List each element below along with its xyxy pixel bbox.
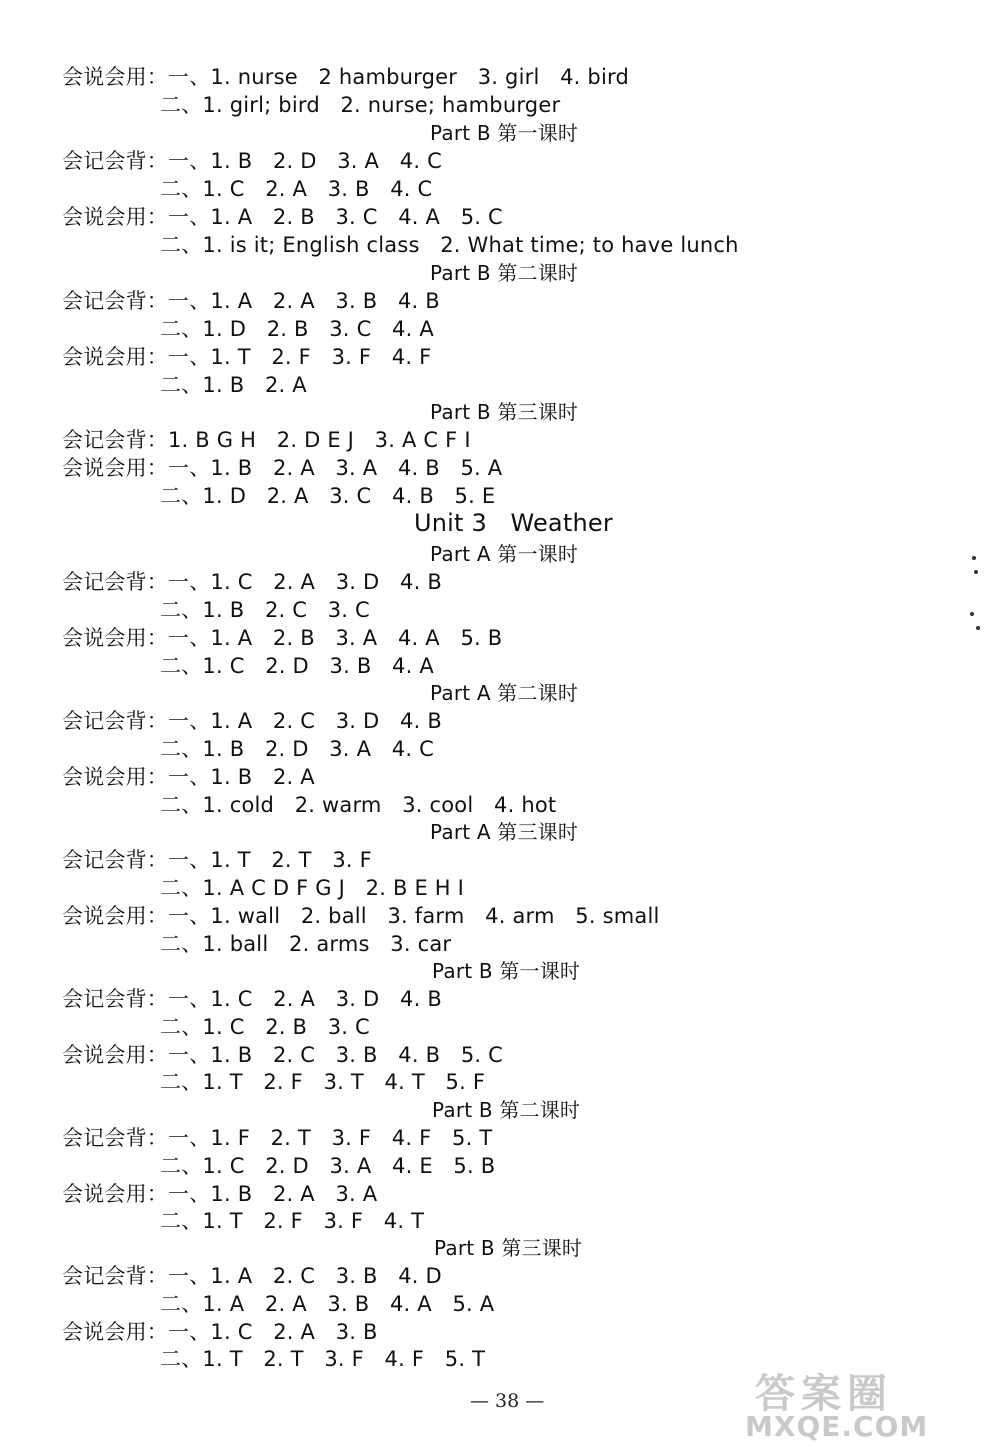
answer-line: 二、1. cold 2. warm 3. cool 4. hot xyxy=(160,793,557,817)
section-heading: Part B 第三课时 xyxy=(430,400,579,424)
answer-line: 会记会背：1. B G H 2. D E J 3. A C F I xyxy=(62,428,471,452)
section-heading: Part A 第一课时 xyxy=(430,542,579,566)
section-heading: Part B 第二课时 xyxy=(432,1098,581,1122)
answer-line: 二、1. is it; English class 2. What time; to have lunch xyxy=(160,233,739,257)
answer-line: 会说会用：一、1. B 2. A xyxy=(62,765,315,789)
answer-line: 会说会用：一、1. A 2. B 3. A 4. A 5. B xyxy=(62,626,503,650)
answer-line: 会记会背：一、1. B 2. D 3. A 4. C xyxy=(62,149,442,173)
scan-speck xyxy=(976,626,980,630)
answer-line: 二、1. D 2. B 3. C 4. A xyxy=(160,317,434,341)
answer-line: 二、1. D 2. A 3. C 4. B 5. E xyxy=(160,484,496,508)
section-heading: Part B 第二课时 xyxy=(430,261,579,285)
answer-line: 二、1. T 2. F 3. F 4. T xyxy=(160,1209,425,1233)
section-heading: Part B 第一课时 xyxy=(432,959,581,983)
answer-line: 二、1. C 2. A 3. B 4. C xyxy=(160,177,433,201)
scan-speck xyxy=(970,612,974,616)
watermark-url: MXQE.COM xyxy=(745,1410,929,1443)
answer-line: 会记会背：一、1. C 2. A 3. D 4. B xyxy=(62,570,442,594)
watermark-text: 答案圈 xyxy=(755,1371,893,1417)
section-heading: Part A 第二课时 xyxy=(430,681,579,705)
answer-line: 会说会用：一、1. nurse 2 hamburger 3. girl 4. bird xyxy=(62,65,629,89)
answer-line: 会记会背：一、1. C 2. A 3. D 4. B xyxy=(62,987,442,1011)
answer-line: 二、1. T 2. T 3. F 4. F 5. T xyxy=(160,1347,486,1371)
section-heading: Part A 第三课时 xyxy=(430,820,579,844)
answer-line: 二、1. B 2. D 3. A 4. C xyxy=(160,737,434,761)
answer-line: 会记会背：一、1. A 2. C 3. D 4. B xyxy=(62,709,442,733)
answer-line: 会记会背：一、1. T 2. T 3. F xyxy=(62,848,372,872)
answer-line: 二、1. C 2. D 3. A 4. E 5. B xyxy=(160,1154,496,1178)
answer-line: 会记会背：一、1. A 2. C 3. B 4. D xyxy=(62,1264,442,1288)
answer-line: 二、1. B 2. C 3. C xyxy=(160,598,370,622)
watermark-logo xyxy=(745,1362,995,1448)
answer-line: 会记会背：一、1. F 2. T 3. F 4. F 5. T xyxy=(62,1126,493,1150)
answer-line: 会说会用：一、1. B 2. A 3. A 4. B 5. A xyxy=(62,456,503,480)
answer-line: 二、1. ball 2. arms 3. car xyxy=(160,932,452,956)
answer-line: 二、1. T 2. F 3. T 4. T 5. F xyxy=(160,1070,486,1094)
scan-speck xyxy=(974,570,978,574)
scan-speck xyxy=(972,556,976,560)
section-heading: Part B 第三课时 xyxy=(434,1236,583,1260)
answer-line: 会说会用：一、1. A 2. B 3. C 4. A 5. C xyxy=(62,205,503,229)
page-number: — 38 — xyxy=(470,1390,545,1412)
answer-line: 二、1. C 2. D 3. B 4. A xyxy=(160,654,434,678)
answer-line: 会记会背：一、1. A 2. A 3. B 4. B xyxy=(62,289,440,313)
section-heading: Part B 第一课时 xyxy=(430,121,579,145)
answer-line: 二、1. B 2. A xyxy=(160,373,307,397)
answer-line: 会说会用：一、1. B 2. A 3. A xyxy=(62,1182,378,1206)
answer-line: 会说会用：一、1. T 2. F 3. F 4. F xyxy=(62,345,432,369)
answer-line: 二、1. girl; bird 2. nurse; hamburger xyxy=(160,93,561,117)
answer-line: 二、1. A C D F G J 2. B E H I xyxy=(160,876,465,900)
answer-line: 会说会用：一、1. B 2. C 3. B 4. B 5. C xyxy=(62,1043,504,1067)
answer-line: 会说会用：一、1. wall 2. ball 3. farm 4. arm 5. small xyxy=(62,904,660,928)
answer-line: 二、1. A 2. A 3. B 4. A 5. A xyxy=(160,1292,495,1316)
unit-title: Unit 3 Weather xyxy=(414,509,613,537)
answer-line: 二、1. C 2. B 3. C xyxy=(160,1015,370,1039)
answer-line: 会说会用：一、1. C 2. A 3. B xyxy=(62,1320,378,1344)
